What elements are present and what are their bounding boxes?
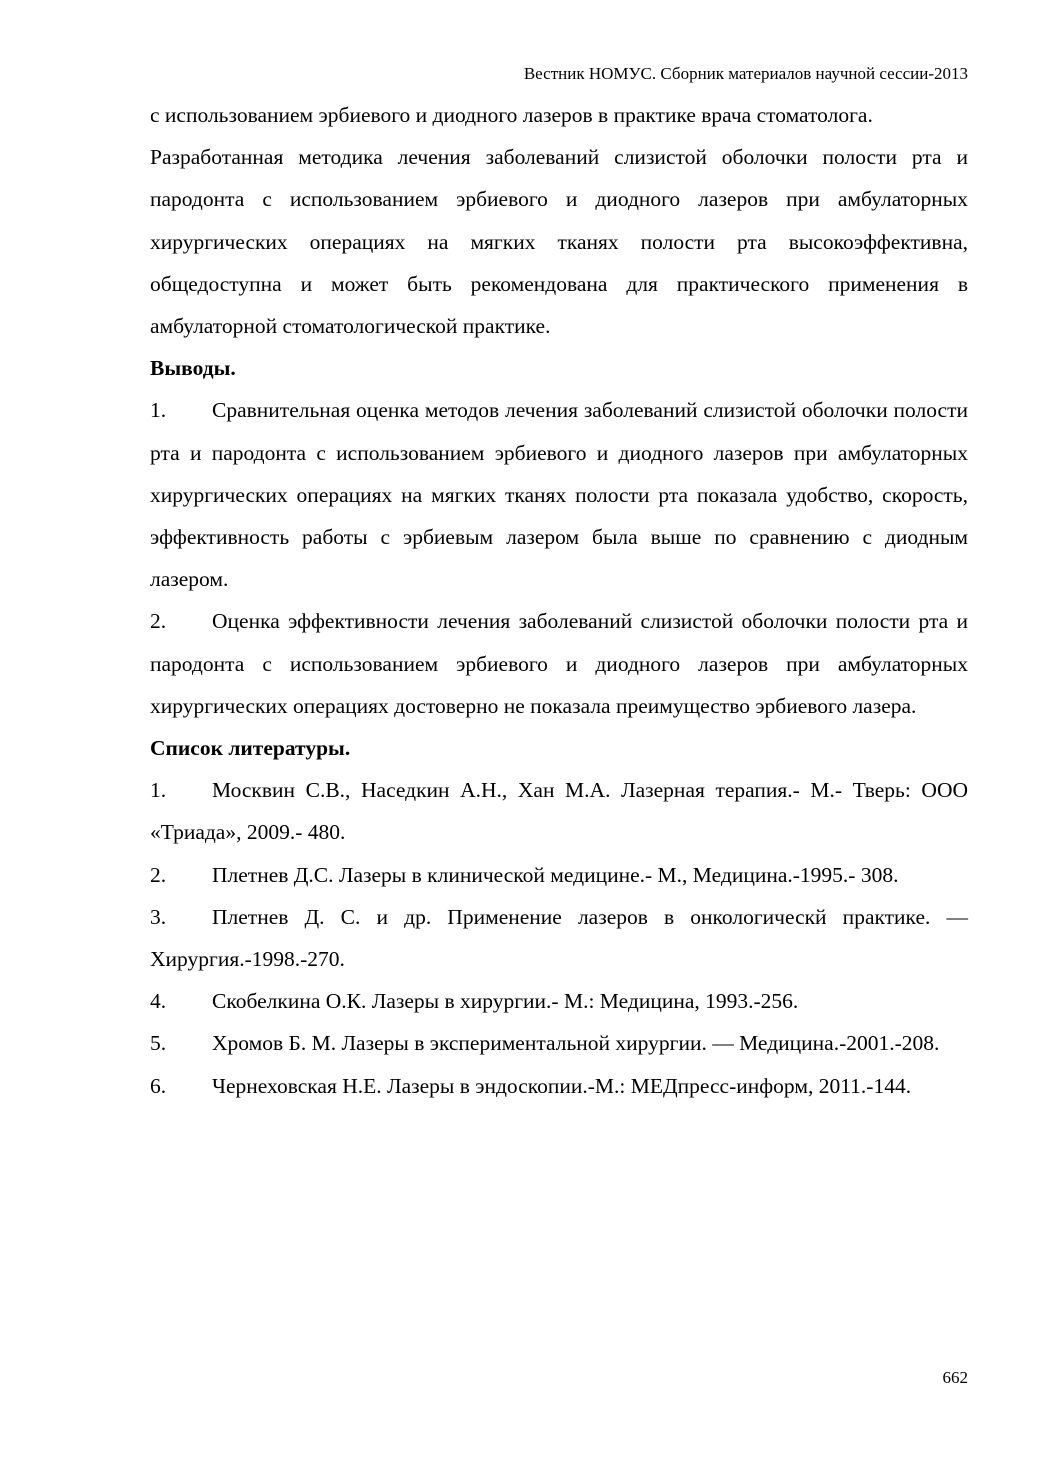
- references-heading: Список литературы.: [150, 736, 351, 761]
- reference-number: 3.: [150, 904, 167, 929]
- conclusion-text: Сравнительная оценка методов лечения заболеваний слизистой оболочки полости рта и пародонта с использованием эрбиевого и диодного лазеров при амбулаторных хирургических операциях на мягких тканях полости рта показала удобство, скорость, эффективность работы с эрбиевым лазером была выше по сравнению с диодным лазером.: [150, 398, 968, 592]
- running-header: Вестник НОМУС. Сборник материалов научной сессии-2013: [523, 64, 968, 83]
- conclusion-item: [150, 600, 968, 727]
- conclusions-heading: Выводы.: [150, 356, 236, 381]
- reference-number: 6.: [150, 1073, 167, 1098]
- reference-number: 4.: [150, 989, 167, 1014]
- reference-item: [150, 854, 968, 896]
- reference-number: 1.: [150, 778, 167, 803]
- body-paragraph: с использованием эрбиевого и диодного лазеров в практике врача стоматолога.: [150, 103, 873, 127]
- reference-text: Плетнев Д.С. Лазеры в клинической медицине.- М., Медицина.-1995.- 308.: [212, 862, 899, 887]
- reference-text: Скобелкина О.К. Лазеры в хирургии.- М.: Медицина, 1993.-256.: [212, 989, 799, 1014]
- conclusion-number: 2.: [150, 609, 167, 634]
- reference-item: [150, 896, 968, 980]
- reference-number: 2.: [150, 862, 167, 887]
- reference-item: [150, 769, 968, 853]
- reference-text: Чернеховская Н.Е. Лазеры в эндоскопии.-М.: МЕДпресс-информ, 2011.-144.: [212, 1073, 912, 1098]
- page-number: 662: [942, 1368, 968, 1387]
- page-content: [150, 94, 968, 1107]
- reference-text: Москвин С.В., Наседкин А.Н., Хан М.А. Лазерная терапия.- М.- Тверь: ООО «Триада», 2009.- 480.: [150, 778, 968, 845]
- body-paragraph: Разработанная методика лечения заболеваний слизистой оболочки полости рта и пародонта с использованием эрбиевого и диодного лазеров при амбулаторных хирургических операциях на мягких тканях полости рта высокоэффективна, общедоступна и может быть рекомендована для практического применения в амбулаторной стоматологической практике.: [150, 145, 968, 339]
- conclusion-text: Оценка эффективности лечения заболеваний слизистой оболочки полости рта и пародонта с использованием эрбиевого и диодного лазеров при амбулаторных хирургических операциях достоверно не показала преимущество эрбиевого лазера.: [150, 609, 968, 718]
- reference-item: [150, 980, 968, 1022]
- reference-item: [150, 1022, 968, 1064]
- reference-text: Хромов Б. М. Лазеры в экспериментальной хирургии. — Медицина.-2001.-208.: [212, 1031, 940, 1056]
- conclusion-number: 1.: [150, 398, 167, 423]
- reference-item: [150, 1065, 968, 1107]
- reference-text: Плетнев Д. С. и др. Применение лазеров в онкологическй практике. — Хирургия.-1998.-270.: [150, 904, 968, 972]
- reference-number: 5.: [150, 1031, 167, 1056]
- conclusion-item: [150, 389, 968, 600]
